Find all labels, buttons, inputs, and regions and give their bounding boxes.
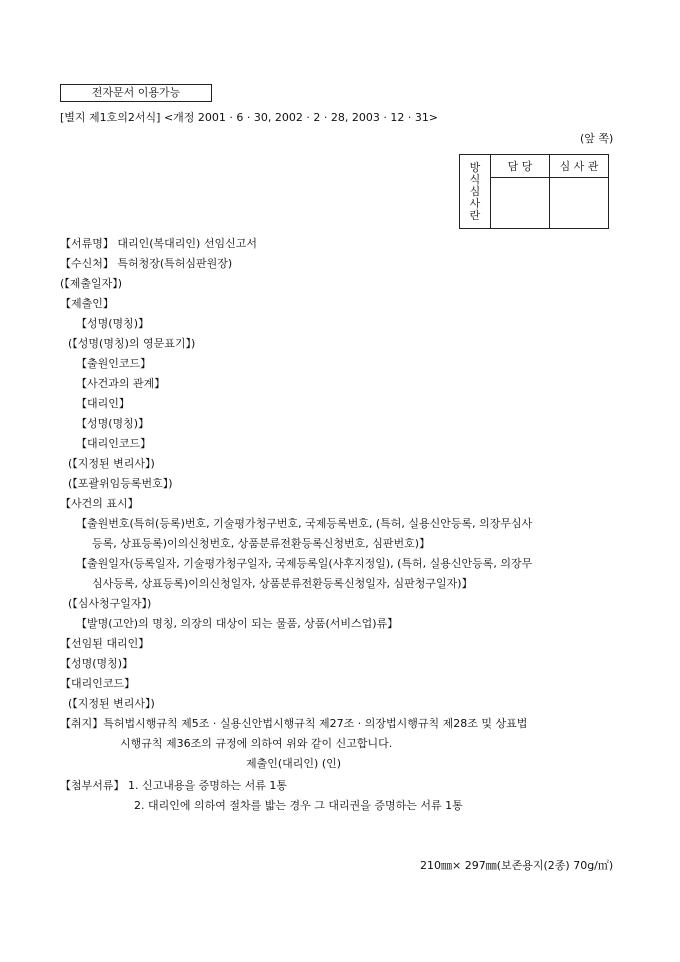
review-col-examiner: 심 사 관 <box>550 155 609 178</box>
line-submitter-name: 【성명(명칭)】 <box>76 317 150 330</box>
line-appointed-agent-code: 【대리인코드】 <box>60 677 136 690</box>
review-table-left-header <box>460 155 491 229</box>
review-char-2: 식 <box>469 172 481 186</box>
line-document-name: 【서류명】 대리인(복대리인) 선임신고서 <box>60 237 257 250</box>
line-application-number-1: 【출원번호(특허(등록)번호, 기술평가청구번호, 국제등록번호, (특허, 실용신안등록, 의장무심사 <box>76 517 533 530</box>
review-char-4: 사 <box>469 196 481 210</box>
review-officer-cell[interactable] <box>491 178 550 229</box>
line-submitter-signature: 제출인(대리인) (인) <box>246 757 342 770</box>
review-char-1: 방 <box>469 160 481 174</box>
line-submitter-english-name: (【성명(명칭)의 영문표기】) <box>68 337 196 350</box>
electronic-document-label: 전자문서 이용가능 <box>60 84 212 102</box>
review-examiner-cell[interactable] <box>550 178 609 229</box>
line-attachments-1: 【첨부서류】 1. 신고내용을 증명하는 서류 1통 <box>60 779 287 792</box>
review-char-3: 심 <box>469 184 481 198</box>
line-attachments-2: 2. 대리인에 의하여 절차를 밟는 경우 그 대리권을 증명하는 서류 1통 <box>134 799 463 812</box>
line-agent: 【대리인】 <box>76 397 130 410</box>
line-submitter: 【제출인】 <box>60 297 114 310</box>
line-applicant-code: 【출원인코드】 <box>76 357 152 370</box>
line-purpose-1: 【취지】특허법시행규칙 제5조 · 실용신안법시행규칙 제27조 · 의장법시행규칙 제28조 및 상표법 <box>60 717 528 730</box>
line-appointed-agent: 【선임된 대리인】 <box>60 637 150 650</box>
review-char-5: 란 <box>469 208 481 222</box>
line-appointed-agent-name: 【성명(명칭)】 <box>60 657 134 670</box>
line-application-date-2: 심사등록, 상표등록)이의신청일자, 상품분류전환등록신청일자, 심판청구일자)】 <box>92 577 473 590</box>
line-purpose-2: 시행규칙 제36조의 규정에 의하여 위와 같이 신고합니다. <box>120 737 393 750</box>
line-designated-attorney: (【지정된 변리사】) <box>68 457 155 470</box>
line-application-date-1: 【출원일자(등록일자, 기술평가청구일자, 국제등록일(사후지정일), (특허, 실용신안등록, 의장무 <box>76 557 533 570</box>
review-table <box>459 154 609 229</box>
line-examination-request-date: (【심사청구일자】) <box>68 597 152 610</box>
review-col-officer: 담 당 <box>491 155 550 178</box>
line-case-relation: 【사건과의 관계】 <box>76 377 166 390</box>
line-general-mandate-number: (【포괄위임등록번호】) <box>68 477 173 490</box>
line-invention-title: 【발명(고안)의 명칭, 의장의 대상이 되는 물품, 상품(서비스업)류】 <box>76 617 399 630</box>
line-application-number-2: 등록, 상표등록)이의신청번호, 상품분류전환등록신청번호, 심판번호)】 <box>92 537 431 550</box>
line-case-indication: 【사건의 표시】 <box>60 497 139 510</box>
line-recipient: 【수신처】 특허청장(특허심판원장) <box>60 257 233 270</box>
paper-specification: 210㎜× 297㎜(보존용지(2종) 70g/㎡) <box>420 859 614 872</box>
line-submission-date: (【제출일자】) <box>60 277 123 290</box>
line-agent-name: 【성명(명칭)】 <box>76 417 150 430</box>
line-appointed-designated-attorney: (【지정된 변리사】) <box>68 697 155 710</box>
form-reference: [별지 제1호의2서식] <개정 2001 · 6 · 30, 2002 · 2 · 28, 2003 · 12 · 31> <box>60 111 439 124</box>
line-agent-code: 【대리인코드】 <box>76 437 152 450</box>
front-page-label: (앞 쪽) <box>580 132 614 145</box>
